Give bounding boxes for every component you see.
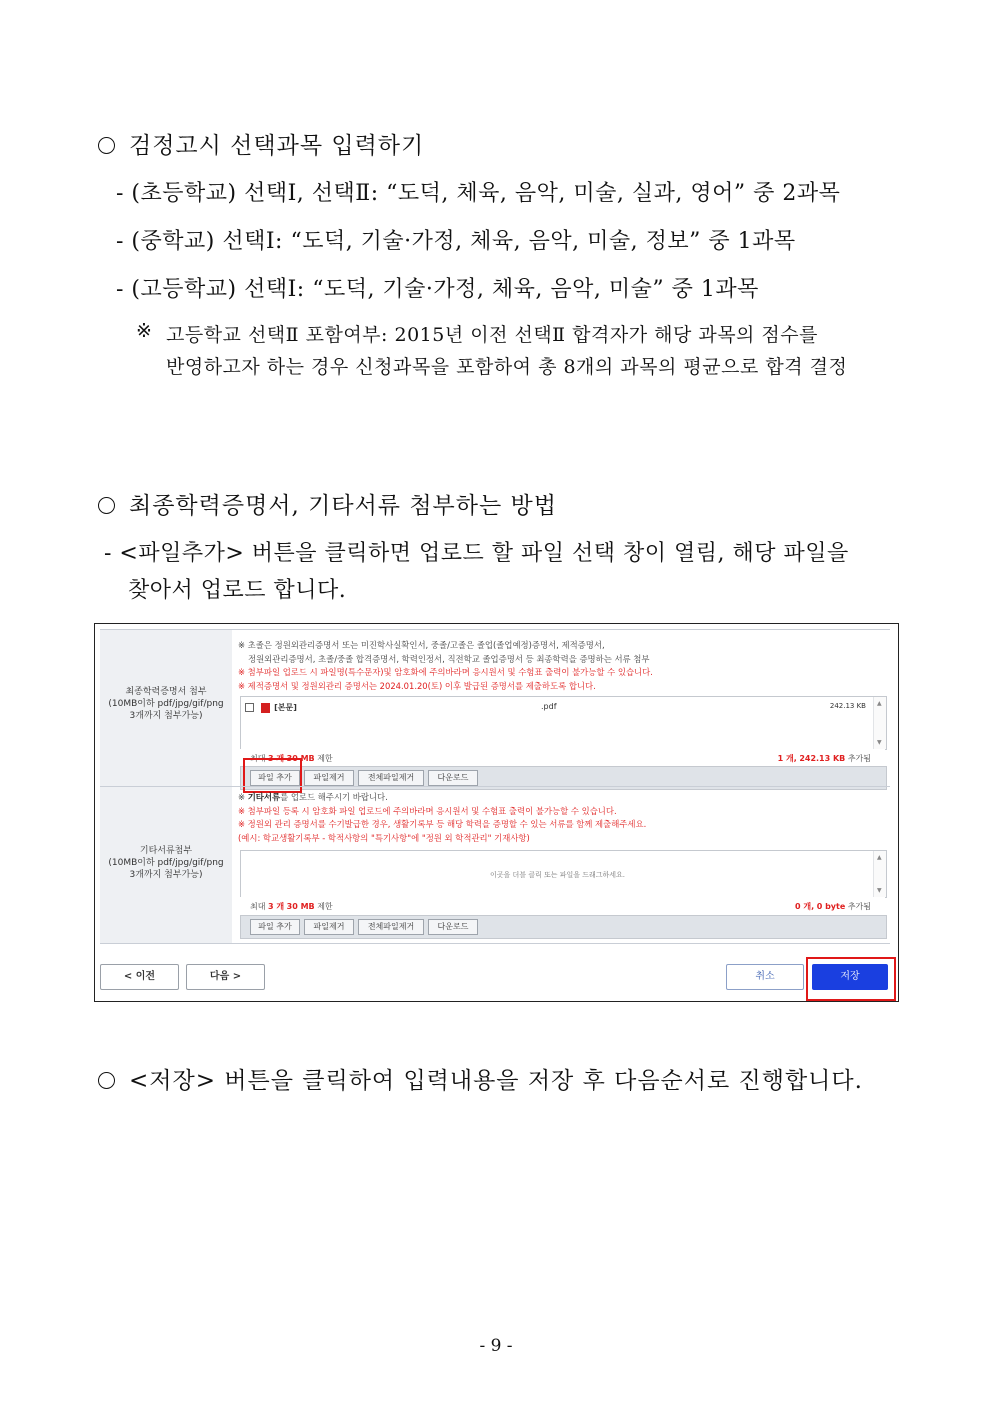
section2-title: 최종학력증명서, 기타서류 첨부하는 방법: [129, 493, 557, 519]
scroll-up-icon[interactable]: ▲: [877, 700, 882, 707]
notice-line: ※ 초졸은 정원외관리증명서 또는 미진학사실확인서, 중졸/고졸은 졸업(졸업예정)증명서, 제적증명서,: [238, 640, 605, 650]
remove-file-button[interactable]: 파일제거: [304, 770, 354, 786]
other-documents-notice: [238, 791, 646, 845]
section1-note-line1: 고등학교 선택Ⅱ 포함여부: 2015년 이전 선택Ⅱ 합격자가 해당 과목의 점수를: [166, 324, 818, 346]
notice-line: ※ 기타서류를 업로드 해주시기 바랍니다.: [238, 792, 388, 802]
notice-line: ※ 첨부파일 업로드 시 파일명(특수문자)및 암호화에 주의바라며 응시원서 및 수험표 출력이 불가능할 수 있습니다.: [238, 667, 653, 677]
final-certificate-section: [100, 629, 890, 786]
section1-item-middle: - (중학교) 선택Ⅰ: “도덕, 기술·가정, 체육, 음악, 미술, 정보” 중 1과목: [116, 229, 796, 254]
file-size: 242.13 KB: [829, 702, 866, 710]
file-limit-text: 최대 3 개 30 MB 제한: [250, 902, 333, 911]
label-line: 기타서류첨부: [139, 846, 193, 856]
section1-note-line2: 반영하고자 하는 경우 신청과목을 포함하여 총 8개의 과목의 평균으로 합격 결정: [166, 356, 848, 378]
drop-zone-hint: 이곳을 더블 클릭 또는 파일을 드래그하세요.: [489, 871, 626, 879]
scroll-down-icon[interactable]: ▼: [877, 739, 882, 746]
file-limit-bar: [240, 897, 885, 915]
cancel-button[interactable]: 취소: [726, 964, 804, 990]
bullet-circle-icon: [98, 497, 115, 514]
section1-title-row: [98, 127, 424, 160]
file-added-text: 1 개, 242.13 KB 추가됨: [777, 754, 871, 763]
section3-title: <저장> 버튼을 클릭하여 입력내용을 저장 후 다음순서로 진행합니다.: [129, 1068, 863, 1094]
save-button[interactable]: 저장: [812, 964, 888, 990]
other-documents-label: [100, 787, 232, 943]
notice-line: ※ 정원외 관리 증명서를 수기발급한 경우, 생활기록부 등 해당 학력을 증명할 수 있는 서류를 함께 제출해주세요.: [238, 819, 647, 829]
file-limit-text: 최대 3 개 30 MB 제한: [250, 754, 333, 763]
section-divider: [100, 943, 890, 944]
file-button-bar: [240, 915, 887, 939]
section1-title: 검정고시 선택과목 입력하기: [129, 133, 425, 159]
add-file-button[interactable]: 파일 추가: [250, 770, 300, 786]
page-number: - 9 -: [479, 1336, 513, 1356]
section3-title-row: [98, 1062, 863, 1095]
file-list-scrollbar[interactable]: [873, 697, 886, 749]
label-line: (10MB이하 pdf/jpg/gif/png: [108, 699, 224, 709]
bullet-circle-icon: [98, 1072, 115, 1089]
section1-item-elementary: - (초등학교) 선택Ⅰ, 선택Ⅱ: “도덕, 체육, 음악, 미술, 실과, 영어” 중 2과목: [116, 181, 841, 206]
remove-all-files-button[interactable]: 전체파일제거: [358, 919, 424, 935]
notice-line: 정원외관리증명서, 초졸/중졸 합격증명서, 학력인정서, 직전학교 졸업증명서 등 최종학력을 증명하는 서류 첨부: [248, 653, 650, 664]
file-name: .pdf: [541, 702, 557, 711]
remove-file-button[interactable]: 파일제거: [304, 919, 354, 935]
label-line: 3개까지 첨부가능): [129, 870, 203, 880]
label-line: (10MB이하 pdf/jpg/gif/png: [108, 858, 224, 868]
remove-all-files-button[interactable]: 전체파일제거: [358, 770, 424, 786]
add-file-button[interactable]: 파일 추가: [250, 919, 300, 935]
section1-note-mark: ※: [136, 320, 153, 342]
notice-line: ※ 첨부파일 등록 시 암호화 파일 업로드에 주의바라며 응시원서 및 수험표 출력이 불가능할 수 있습니다.: [238, 805, 617, 816]
final-certificate-label: [100, 630, 232, 786]
notice-line: ※ 제적증명서 및 정원외관리 증명서는 2024.01.20(토) 이후 발급된 증명서를 제출하도록 합니다.: [238, 680, 596, 691]
section1-item-high: - (고등학교) 선택Ⅰ: “도덕, 기술·가정, 체육, 음악, 미술” 중 1과목: [116, 277, 759, 302]
pdf-file-icon: [261, 703, 270, 713]
file-added-text: 0 개, 0 byte 추가됨: [795, 902, 871, 911]
next-button[interactable]: 다음 >: [186, 964, 265, 990]
download-button[interactable]: 다운로드: [428, 770, 478, 786]
file-limit-bar: [240, 749, 885, 767]
scroll-down-icon[interactable]: ▼: [877, 887, 882, 894]
download-button[interactable]: 다운로드: [428, 919, 478, 935]
upload-form-screenshot: [94, 623, 899, 1002]
scroll-up-icon[interactable]: ▲: [877, 854, 882, 861]
file-list-box[interactable]: [240, 696, 887, 750]
bullet-circle-icon: [98, 137, 115, 154]
prev-button[interactable]: < 이전: [100, 964, 179, 990]
label-line: 최종학력증명서 첨부: [125, 687, 207, 697]
section2-line2: 찾아서 업로드 합니다.: [128, 578, 347, 603]
section2-title-row: [98, 487, 557, 520]
label-line: 3개까지 첨부가능): [129, 711, 203, 721]
section2-line1: - <파일추가> 버튼을 클릭하면 업로드 할 파일 선택 창이 열림, 해당 파일을: [104, 541, 849, 566]
drop-zone[interactable]: [240, 850, 887, 898]
file-row[interactable]: [245, 702, 297, 713]
file-tag: [본문]: [274, 703, 297, 712]
other-documents-section: [100, 786, 890, 943]
highlight-save-box: [806, 957, 896, 1001]
final-certificate-notice: [238, 639, 653, 693]
notice-line: (예시: 학교생활기록부 - 학적사항의 "특기사항"에 "정원 외 학적관리" 기재사항): [238, 832, 530, 843]
file-checkbox[interactable]: [245, 703, 254, 712]
drop-zone-scrollbar[interactable]: [873, 851, 886, 897]
